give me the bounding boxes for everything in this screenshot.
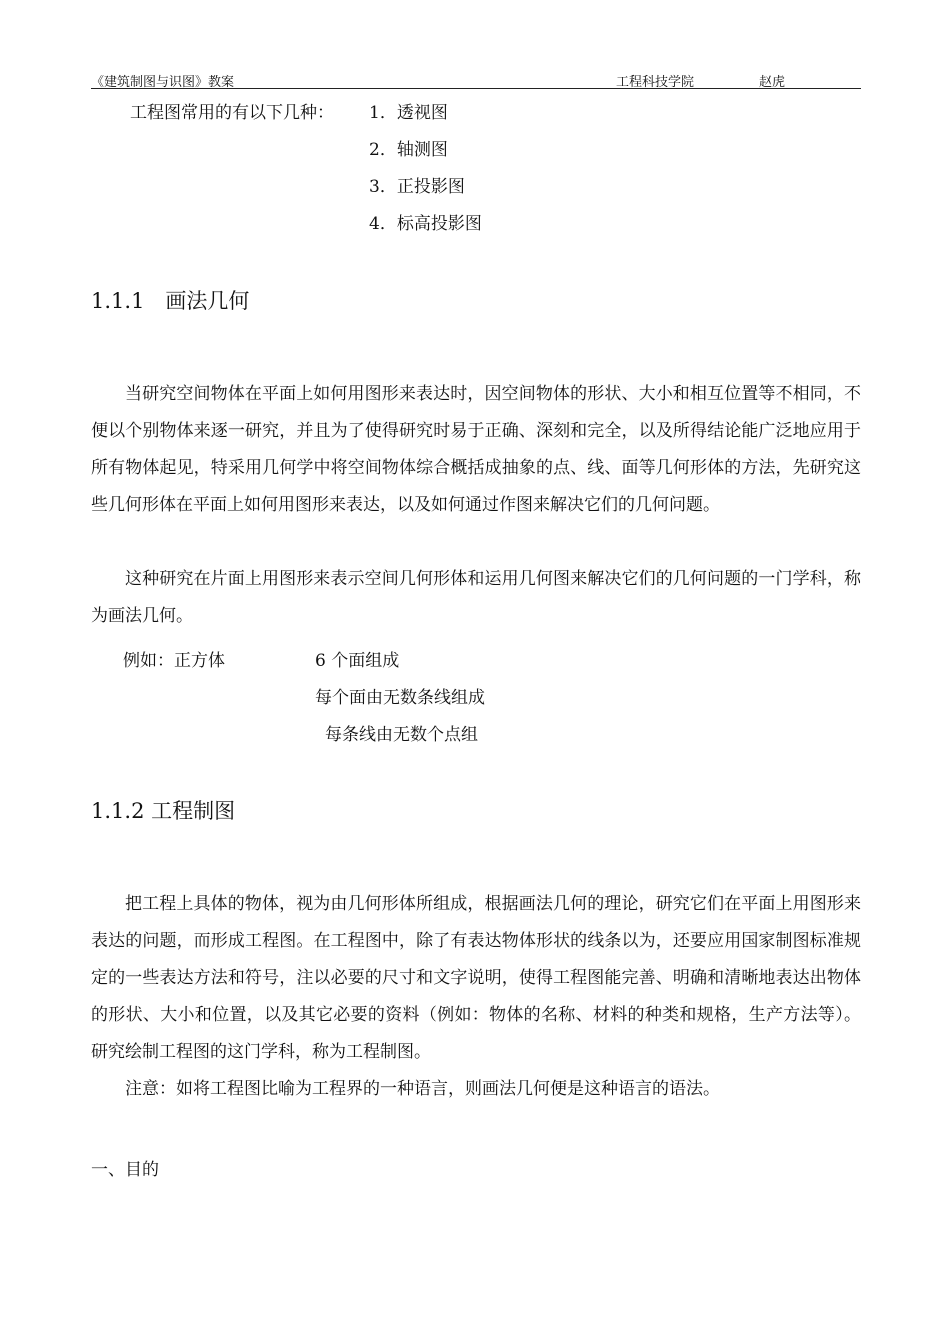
- example-line-3: 每条线由无数个点组: [325, 725, 478, 745]
- intro-item-2: 2．轴测图: [369, 140, 448, 160]
- intro-lead: 工程图常用的有以下几种：: [130, 103, 334, 123]
- section-heading-purpose: 一、目的: [91, 1160, 159, 1180]
- section-heading-descriptive-geometry: 1.1.1 画法几何: [91, 289, 250, 313]
- header-author: 赵虎: [759, 75, 786, 90]
- section2-paragraph-1: 把工程上具体的物体，视为由几何形体所组成，根据画法几何的理论，研究它们在平面上用图形来表达的问题，而形成工程图。在工程图中，除了有表达物体形状的线条以为，还要应用国家制图标准规定的一些表达方法和符号，注以必要的尺寸和文字说明，使得工程图能完善、明确和清晰地表达出物体的形状、大小和位置，以及其它必要的资料（例如：物体的名称、材料的种类和规格，生产方法等）。研究绘制工程图的这门学科，称为工程制图。: [91, 894, 861, 1062]
- example-line-1: 6 个面组成: [315, 651, 400, 671]
- page-header: [91, 70, 861, 89]
- intro-item-1: 1．透视图: [369, 103, 448, 123]
- section2-note: 注意：如将工程图比喻为工程界的一种语言，则画法几何便是这种语言的语法。: [125, 1079, 720, 1099]
- example-line-2: 每个面由无数条线组成: [315, 688, 485, 708]
- section1-paragraph-1: 当研究空间物体在平面上如何用图形来表达时，因空间物体的形状、大小和相互位置等不相同，不便以个别物体来逐一研究，并且为了使得研究时易于正确、深刻和完全，以及所得结论能广泛地应用于所有物体起见，特采用几何学中将空间物体综合概括成抽象的点、线、面等几何形体的方法，先研究这些几何形体在平面上如何用图形来表达，以及如何通过作图来解决它们的几何问题。: [91, 384, 861, 515]
- section-heading-engineering-drawing: 1.1.2 工程制图: [91, 799, 236, 823]
- header-school: 工程科技学院: [616, 75, 695, 90]
- intro-item-3: 3．正投影图: [369, 177, 465, 197]
- section1-paragraph-2: 这种研究在片面上用图形来表示空间几何形体和运用几何图来解决它们的几何问题的一门学科，称为画法几何。: [91, 569, 861, 626]
- intro-item-4: 4．标高投影图: [369, 214, 482, 234]
- example-label: 例如：正方体: [123, 651, 225, 671]
- header-document-title: 《建筑制图与识图》教案: [91, 75, 235, 90]
